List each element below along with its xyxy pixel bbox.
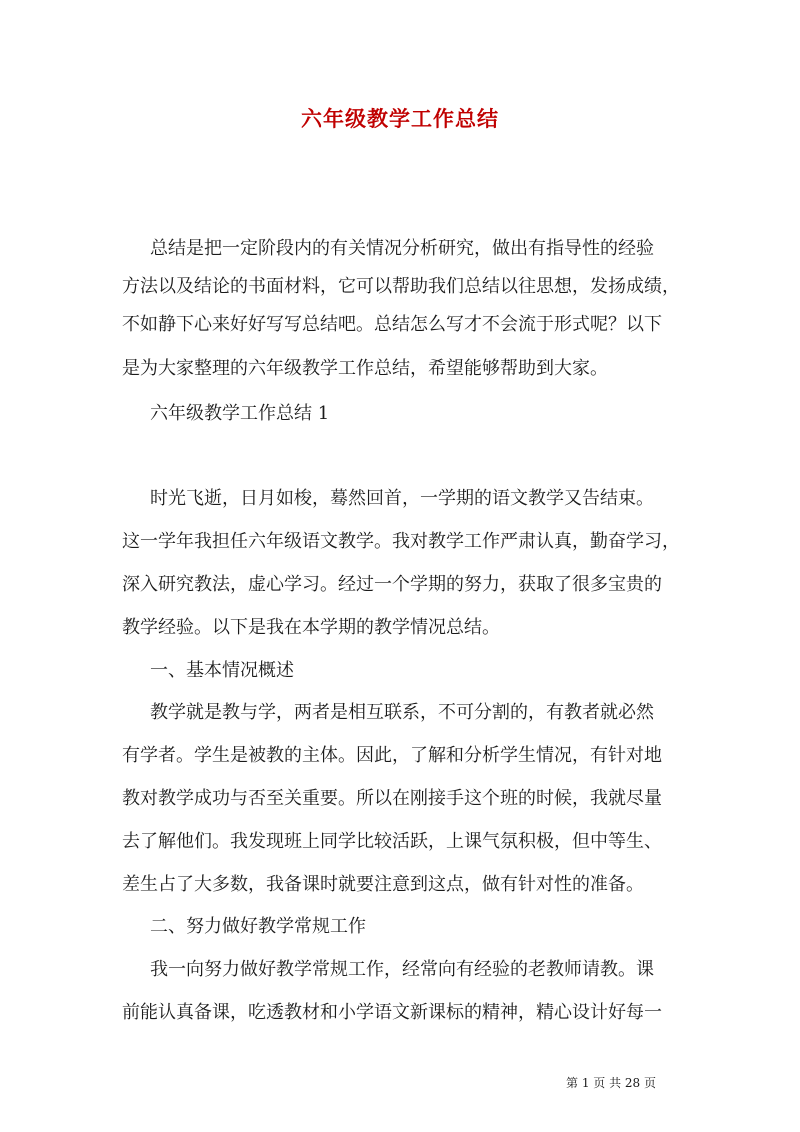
document-title: 六年级教学工作总结 — [301, 106, 499, 131]
paragraph-line: 深入研究教法，虚心学习。经过一个学期的努力，获取了很多宝贵的 — [122, 574, 662, 595]
paragraph-line: 教学经验。以下是我在本学期的教学情况总结。 — [122, 617, 500, 638]
paragraph-line: 我一向努力做好教学常规工作，经常向有经验的老教师请教。课 — [150, 959, 654, 980]
paragraph-line: 不如静下心来好好写写总结吧。总结怎么写才不会流于形式呢？以下 — [122, 314, 662, 335]
page-number: 第 1 页 共 28 页 — [566, 1076, 656, 1090]
section-heading: 二、努力做好教学常规工作 — [150, 916, 366, 937]
paragraph-line: 教学就是教与学，两者是相互联系，不可分割的，有教者就必然 — [150, 702, 654, 723]
paragraph-line: 总结是把一定阶段内的有关情况分析研究，做出有指导性的经验 — [150, 238, 654, 259]
paragraph-line: 前能认真备课，吃透教材和小学语文新课标的精神，精心设计好每一 — [122, 1002, 662, 1023]
section-heading: 一、基本情况概述 — [150, 660, 294, 681]
paragraph-line: 教对教学成功与否至关重要。所以在刚接手这个班的时候，我就尽量 — [122, 788, 662, 809]
paragraph-line: 时光飞逝，日月如梭，蓦然回首，一学期的语文教学又告结束。 — [150, 488, 654, 509]
paragraph-line: 去了解他们。我发现班上同学比较活跃，上课气氛积极，但中等生、 — [122, 831, 662, 852]
paragraph-line: 是为大家整理的六年级教学工作总结，希望能够帮助到大家。 — [122, 358, 608, 379]
section-heading: 六年级教学工作总结 1 — [150, 403, 330, 424]
paragraph-line: 差生占了大多数，我备课时就要注意到这点，做有针对性的准备。 — [122, 874, 644, 895]
paragraph-line: 有学者。学生是被教的主体。因此，了解和分析学生情况，有针对地 — [122, 745, 662, 766]
paragraph-line: 这一学年我担任六年级语文教学。我对教学工作严肃认真，勤奋学习， — [122, 531, 680, 552]
paragraph-line: 方法以及结论的书面材料，它可以帮助我们总结以往思想，发扬成绩， — [122, 276, 680, 297]
